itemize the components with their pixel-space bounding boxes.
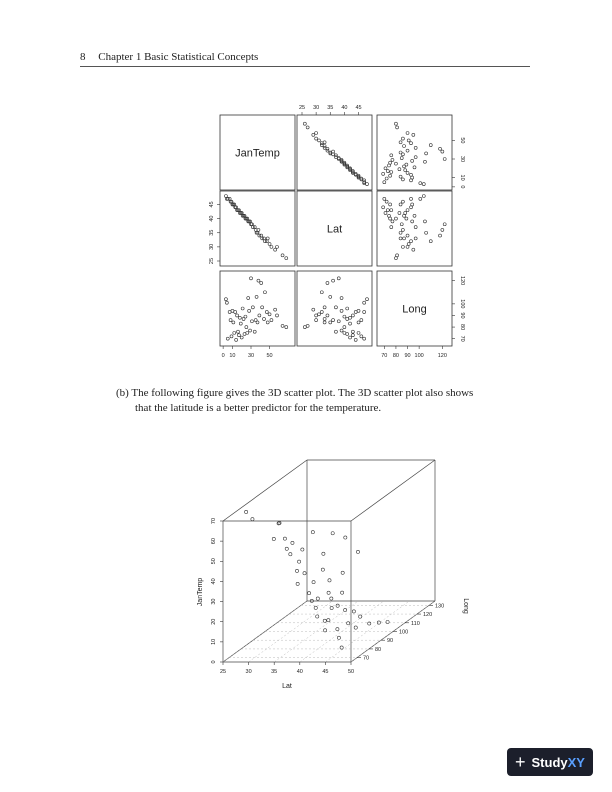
matrix-point	[399, 175, 402, 178]
scatter3d-point	[316, 597, 319, 600]
matrix-point	[346, 307, 349, 310]
scatter3d-point	[301, 548, 304, 551]
matrix-point	[399, 141, 402, 144]
y-tick-label: 100	[399, 629, 409, 636]
matrix-point	[366, 298, 369, 301]
matrix-point	[410, 179, 413, 182]
scatter3d-point	[303, 572, 306, 575]
matrix-point	[268, 313, 271, 316]
matrix-point	[357, 331, 360, 334]
matrix-point	[237, 334, 240, 337]
y-tick-label: 90	[387, 638, 394, 645]
matrix-point	[363, 310, 366, 313]
scatter3d-point	[359, 615, 362, 618]
matrix-point	[411, 220, 414, 223]
chapter-title: Chapter 1 Basic Statistical Concepts	[98, 51, 259, 63]
matrix-point	[412, 133, 415, 136]
matrix-point	[391, 158, 394, 161]
matrix-point	[354, 338, 357, 341]
matrix-point	[401, 178, 404, 181]
matrix-point	[413, 214, 416, 217]
matrix-point	[224, 298, 227, 301]
matrix-point	[357, 321, 360, 324]
matrix-point	[242, 317, 245, 320]
y-tick-label: 110	[411, 620, 420, 627]
matrix-point	[401, 200, 404, 203]
z-axis-title: JanTemp	[197, 577, 204, 607]
matrix-point	[317, 313, 320, 316]
matrix-point	[274, 248, 277, 251]
tick-label-right-long: 90	[459, 312, 465, 319]
matrix-point	[363, 337, 366, 340]
matrix-point	[407, 243, 410, 246]
matrix-point	[332, 279, 335, 282]
scatter3d-point	[337, 636, 340, 639]
tick-label-bottom-jantemp: 30	[247, 353, 255, 359]
z-tick-label: 10	[211, 638, 217, 645]
matrix-point	[224, 195, 227, 198]
tick-label-top-lat: 25	[298, 105, 306, 111]
matrix-point	[334, 330, 337, 333]
matrix-point	[390, 209, 393, 212]
matrix-point	[443, 158, 446, 161]
matrix-point	[419, 182, 422, 185]
matrix-point	[337, 277, 340, 280]
matrix-point	[315, 132, 318, 135]
matrix-point	[303, 122, 306, 125]
y-tick-label: 70	[363, 655, 370, 662]
z-tick-label: 40	[211, 578, 217, 585]
paragraph-line-2: that the latitude is a better predictor for the temperature.	[135, 402, 382, 414]
matrix-point	[387, 164, 390, 167]
scatter3d-point	[344, 536, 347, 539]
scatter3d-point	[336, 604, 339, 607]
matrix-point	[410, 240, 413, 243]
matrix-point	[400, 157, 403, 160]
matrix-point	[225, 301, 228, 304]
matrix-point	[266, 237, 269, 240]
matrix-point	[232, 321, 235, 324]
matrix-point	[443, 223, 446, 226]
matrix-point	[382, 172, 385, 175]
matrix-point	[405, 217, 408, 220]
tick-label-right-jantemp: 30	[459, 155, 465, 163]
matrix-point	[387, 214, 390, 217]
matrix-point	[320, 310, 323, 313]
scatter3d-point	[316, 615, 319, 618]
matrix-point	[413, 166, 416, 169]
matrix-point	[366, 183, 369, 186]
scatter3d-point	[330, 606, 333, 609]
matrix-point	[281, 254, 284, 257]
z-tick-label: 0	[211, 660, 217, 664]
scatter3d-point	[322, 552, 325, 555]
matrix-point	[229, 319, 232, 322]
matrix-point	[226, 337, 229, 340]
matrix-point	[258, 314, 261, 317]
scatter3d-point	[311, 531, 314, 534]
matrix-point	[332, 319, 335, 322]
tick-label-bottom-jantemp: 0	[221, 353, 225, 359]
matrix-point	[399, 231, 402, 234]
matrix-point	[241, 307, 244, 310]
matrix-point	[245, 326, 248, 329]
matrix-point	[260, 281, 263, 284]
matrix-point	[270, 245, 273, 248]
scatter3d-point	[328, 579, 331, 582]
matrix-point	[404, 211, 407, 214]
matrix-point	[398, 211, 401, 214]
x-tick-label: 30	[245, 669, 252, 675]
scatter3d-point	[323, 619, 326, 622]
tick-label-top-lat: 30	[313, 105, 320, 111]
matrix-point	[390, 226, 393, 229]
matrix-point	[237, 330, 240, 333]
matrix-point	[439, 234, 442, 237]
matrix-point	[357, 309, 360, 312]
matrix-point	[326, 149, 329, 152]
matrix-point	[414, 156, 417, 159]
matrix-point	[276, 245, 279, 248]
matrix-point	[326, 314, 329, 317]
matrix-point	[391, 220, 394, 223]
matrix-point	[276, 314, 279, 317]
matrix-point	[315, 137, 318, 140]
matrix-point	[401, 137, 404, 140]
matrix-point	[266, 321, 269, 324]
scatter3d-point	[285, 547, 288, 550]
scatter3d-point	[386, 620, 389, 623]
scatter3d-point	[272, 537, 275, 540]
matrix-point	[404, 169, 407, 172]
x-tick-label: 40	[296, 669, 303, 675]
matrix-point	[254, 319, 257, 322]
matrix-point	[383, 197, 386, 200]
matrix-point	[384, 211, 387, 214]
matrix-point	[351, 330, 354, 333]
scatter3d-point	[312, 581, 315, 584]
tick-label-left-lat: 25	[209, 257, 215, 265]
matrix-point	[340, 329, 343, 332]
matrix-point	[268, 243, 271, 246]
tick-label-right-jantemp: 0	[459, 185, 465, 189]
matrix-point	[406, 209, 409, 212]
matrix-point	[414, 237, 417, 240]
scatter3d-point	[330, 597, 333, 600]
z-tick-label: 30	[211, 598, 217, 605]
matrix-point	[422, 183, 425, 186]
matrix-point	[411, 159, 414, 162]
matrix-point	[255, 295, 258, 298]
scatter3d-point	[291, 541, 294, 544]
matrix-point	[425, 152, 428, 155]
tick-label-bottom-long: 100	[414, 353, 424, 359]
tick-label-bottom-long: 80	[392, 353, 399, 359]
tick-label-right-long: 120	[459, 276, 465, 286]
matrix-point	[363, 301, 366, 304]
matrix-point	[250, 277, 253, 280]
scatter3d-point	[296, 582, 299, 585]
matrix-point	[410, 197, 413, 200]
matrix-point	[329, 295, 332, 298]
matrix-point	[439, 147, 442, 150]
matrix-point	[419, 197, 422, 200]
tick-label-left-lat: 35	[209, 229, 215, 236]
paragraph-b	[116, 386, 536, 416]
matrix-point	[406, 132, 409, 135]
matrix-point	[243, 333, 246, 336]
matrix-point	[337, 320, 340, 323]
matrix-point	[323, 321, 326, 324]
matrix-point	[423, 220, 426, 223]
matrix-point	[248, 309, 251, 312]
matrix-point	[400, 223, 403, 226]
matrix-point	[263, 317, 266, 320]
y-tick-label: 130	[435, 603, 445, 610]
tick-label-top-lat: 45	[355, 105, 362, 111]
matrix-point	[263, 291, 266, 294]
matrix-point	[389, 203, 392, 206]
x-tick-label: 45	[322, 669, 329, 675]
scatter3d-point	[377, 621, 380, 624]
tick-label-left-lat: 30	[209, 243, 215, 250]
matrix-point	[406, 234, 409, 237]
z-tick-label: 50	[211, 558, 217, 565]
matrix-point	[410, 142, 413, 145]
matrix-point	[343, 326, 346, 329]
matrix-point	[360, 335, 363, 338]
matrix-point	[401, 228, 404, 231]
matrix-point	[441, 150, 444, 153]
z-tick-label: 60	[211, 538, 217, 545]
box-edge	[351, 460, 435, 521]
scatter3d-point	[295, 569, 298, 572]
scatter3d-point	[356, 550, 359, 553]
matrix-point	[351, 334, 354, 337]
studyxy-badge[interactable]	[507, 748, 593, 776]
tick-label-right-long: 80	[459, 324, 465, 331]
matrix-point	[401, 153, 404, 156]
matrix-point	[403, 237, 406, 240]
matrix-point	[281, 324, 284, 327]
matrix-point	[390, 171, 393, 174]
matrix-point	[249, 329, 252, 332]
tick-label-left-lat: 40	[209, 215, 215, 222]
matrix-point	[312, 133, 315, 136]
scatter3d-point	[341, 571, 344, 574]
scatter3d-point	[289, 553, 292, 556]
matrix-point	[396, 254, 399, 257]
z-tick-label: 20	[211, 618, 217, 625]
tick-label-bottom-long: 70	[381, 353, 388, 359]
matrix-point	[306, 126, 309, 129]
matrix-point	[340, 309, 343, 312]
tick-label-top-lat: 35	[327, 105, 334, 111]
matrix-point	[235, 338, 238, 341]
matrix-point	[384, 167, 387, 170]
scatter3d-point	[327, 591, 330, 594]
y-tick-label: 120	[423, 612, 433, 619]
matrix-point	[423, 160, 426, 163]
scatter3d-point	[321, 568, 324, 571]
matrix-point	[285, 257, 288, 260]
tick-label-top-lat: 40	[341, 105, 348, 111]
matrix-point	[349, 336, 352, 339]
tick-label-right-long: 100	[459, 299, 465, 309]
scatter3d-point	[251, 518, 254, 521]
box-edge	[223, 460, 307, 521]
scatter3d-point	[347, 622, 350, 625]
matrix-point	[265, 310, 268, 313]
tick-label-bottom-jantemp: 10	[229, 353, 236, 359]
matrix-point	[386, 209, 389, 212]
matrix-point	[306, 324, 309, 327]
scatter3d-point	[368, 622, 371, 625]
plus-icon: +	[515, 752, 526, 772]
matrix-point	[396, 126, 399, 129]
matrix-point	[253, 330, 256, 333]
matrix-point	[386, 170, 389, 173]
matrix-point	[422, 195, 425, 198]
matrix-point	[323, 141, 326, 144]
matrix-point	[274, 308, 277, 311]
scatter3d-point	[297, 560, 300, 563]
matrix-point	[323, 317, 326, 320]
matrix-label-long: Long	[402, 303, 427, 316]
scatter3d-point	[354, 626, 357, 629]
matrix-point	[382, 206, 385, 209]
scatter3d-point	[352, 610, 355, 613]
x-tick-label: 25	[219, 669, 227, 675]
matrix-point	[407, 139, 410, 142]
matrix-point	[403, 145, 406, 148]
matrix-point	[320, 291, 323, 294]
matrix-point	[230, 335, 233, 338]
matrix-point	[429, 144, 432, 147]
matrix-point	[228, 310, 231, 313]
matrix-point	[270, 319, 273, 322]
scatter3d-point	[340, 646, 343, 649]
matrix-point	[329, 321, 332, 324]
matrix-point	[326, 281, 329, 284]
scatter3d-point	[327, 619, 330, 622]
tick-label-bottom-long: 90	[404, 353, 411, 359]
matrix-point	[403, 165, 406, 168]
matrix-point	[360, 319, 363, 322]
matrix-point	[251, 306, 254, 309]
matrix-point	[398, 168, 401, 171]
matrix-point	[399, 203, 402, 206]
x-tick-label: 35	[271, 669, 278, 675]
matrix-point	[414, 146, 417, 149]
matrix-point	[429, 240, 432, 243]
tick-label-left-lat: 45	[209, 201, 215, 208]
brand-logo: StudyXY	[531, 754, 585, 770]
matrix-point	[236, 314, 239, 317]
matrix-point	[340, 297, 343, 300]
matrix-point	[334, 306, 337, 309]
x-axis-title: Lat	[282, 683, 292, 690]
matrix-point	[315, 319, 318, 322]
scatter3d-point	[344, 608, 347, 611]
x-tick-label: 50	[347, 669, 355, 675]
matrix-point	[261, 306, 264, 309]
matrix-point	[394, 217, 397, 220]
matrix-point	[394, 162, 397, 165]
matrix-point	[385, 177, 388, 180]
matrix-point	[233, 331, 236, 334]
matrix-point	[349, 316, 352, 319]
matrix-point	[401, 245, 404, 248]
scatter3d-point	[307, 592, 310, 595]
item-label: (b)	[116, 387, 129, 399]
matrix-point	[240, 336, 243, 339]
matrix-point	[312, 308, 315, 311]
matrix-point	[351, 314, 354, 317]
matrix-point	[394, 122, 397, 125]
matrix-label-jantemp: JanTemp	[235, 147, 280, 160]
y-axis-title: Long	[462, 598, 469, 614]
matrix-point	[317, 139, 320, 142]
paragraph-line-1: The following figure gives the 3D scatter plot. The 3D scatter plot also shows	[131, 387, 474, 399]
matrix-point	[349, 322, 352, 325]
matrix-point	[399, 237, 402, 240]
tick-label-right-jantemp: 10	[459, 174, 465, 181]
matrix-point	[425, 231, 428, 234]
matrix-label-lat: Lat	[326, 223, 343, 236]
matrix-point	[323, 306, 326, 309]
scatter3d-point	[283, 537, 286, 540]
scatter3d-point	[331, 532, 334, 535]
matrix-point	[383, 181, 386, 184]
matrix-point	[239, 322, 242, 325]
y-tick-label: 80	[375, 646, 382, 653]
matrix-point	[441, 228, 444, 231]
matrix-point	[250, 320, 253, 323]
matrix-point	[257, 279, 260, 282]
matrix-point	[346, 333, 349, 336]
tick-label-right-jantemp: 50	[459, 137, 465, 144]
matrix-point	[412, 248, 415, 251]
matrix-point	[247, 297, 250, 300]
matrix-point	[390, 154, 393, 157]
matrix-point	[343, 315, 346, 318]
matrix-point	[238, 316, 241, 319]
matrix-point	[406, 149, 409, 152]
matrix-point	[414, 226, 417, 229]
matrix-point	[406, 171, 409, 174]
matrix-point	[389, 174, 392, 177]
scatter3d-point	[314, 606, 317, 609]
matrix-point	[411, 203, 414, 206]
tick-label-right-long: 70	[459, 335, 465, 342]
z-tick-label: 70	[211, 517, 217, 525]
scatter3d-point	[336, 628, 339, 631]
page-number: 8	[80, 51, 86, 63]
scatter3d-point	[245, 510, 248, 513]
tick-label-bottom-jantemp: 50	[266, 353, 273, 359]
scatter3d-point	[341, 591, 344, 594]
matrix-point	[258, 234, 261, 237]
matrix-point	[385, 200, 388, 203]
tick-label-bottom-long: 120	[437, 353, 447, 359]
matrix-point	[285, 326, 288, 329]
